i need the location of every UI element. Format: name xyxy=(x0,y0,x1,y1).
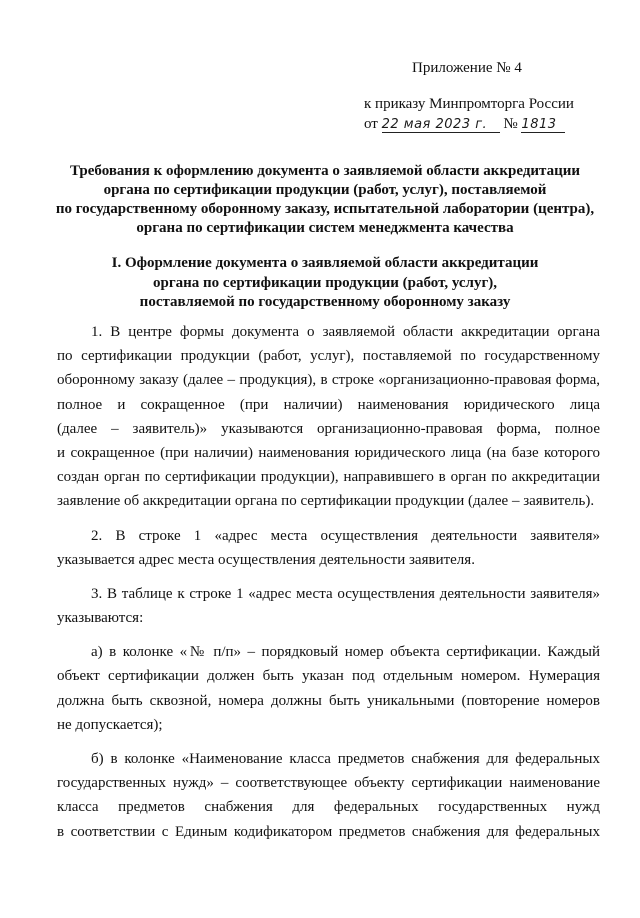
text-line: создан орган по сертификации продукции), направившего в орган по аккредитации xyxy=(57,469,600,486)
number-prefix: № xyxy=(503,116,518,132)
text-line: а) в колонке «№ п/п» – порядковый номер объекта сертификации. Каждый xyxy=(91,644,600,661)
title-line: по государственному оборонному заказу, испытательной лаборатории (центра), xyxy=(55,201,595,217)
text-line: (далее – заявитель)» указываются организационно-правовая форма, полное xyxy=(57,420,600,437)
text-line: 3. В таблице к строке 1 «адрес места осуществления деятельности заявителя» xyxy=(91,585,600,602)
document-title xyxy=(40,162,610,238)
paragraph-3b xyxy=(57,747,600,844)
appendix-label: Приложение № 4 xyxy=(412,60,522,76)
text-line: 2. В строке 1 «адрес места осуществления деятельности заявителя» xyxy=(91,527,600,544)
text-line: полное и сокращенное (при наличии) наименования юридического лица xyxy=(57,396,600,413)
paragraph-3a xyxy=(57,640,600,737)
title-line: органа по сертификации продукции (работ, услуг), поставляемой xyxy=(103,182,547,198)
section-heading-line: I. Оформление документа о заявляемой области аккредитации xyxy=(111,255,539,271)
paragraph-1 xyxy=(57,320,600,514)
text-line: указывается адрес места осуществления деятельности заявителя. xyxy=(57,551,475,568)
text-line: б) в колонке «Наименование класса предметов снабжения для федеральных xyxy=(91,751,600,767)
section-heading-line: органа по сертификации продукции (работ, услуг), xyxy=(152,274,498,291)
date-prefix: от xyxy=(364,116,378,132)
text-line: оборонному заказу (далее – продукция), в строке «организационно-правовая форма, xyxy=(57,372,600,389)
text-line: в соответствии с Единым кодификатором предметов снабжения для федеральных xyxy=(57,823,600,840)
text-line: государственных нужд» – соответствующее объекту сертификации наименование xyxy=(57,775,600,792)
text-line: 1. В центре формы документа о заявляемой области аккредитации органа xyxy=(91,324,600,340)
order-number-field xyxy=(521,117,565,133)
title-line: Требования к оформлению документа о заявляемой области аккредитации xyxy=(69,163,581,179)
handwritten-date: 22 мая 2023 г. xyxy=(381,117,488,132)
paragraph-3 xyxy=(57,582,600,630)
section-heading-line: поставляемой по государственному оборонному заказу xyxy=(139,294,511,310)
title-line: органа по сертификации систем менеджмента качества xyxy=(136,220,514,236)
order-reference: к приказу Минпромторга России xyxy=(364,96,574,112)
section-heading xyxy=(40,254,610,313)
text-line: должна быть сквозной, номера должны быть уникальными (повторение номеров xyxy=(57,692,600,709)
text-line: указываются: xyxy=(57,610,144,627)
handwritten-number: 1813 xyxy=(521,117,557,132)
text-line: объект сертификации должен быть указан под отдельным номером. Нумерация xyxy=(57,668,600,685)
order-date-number-line xyxy=(364,114,565,134)
text-line: и сокращенное (при наличии) наименования юридического лица (на базе которого xyxy=(57,444,600,461)
text-line: заявление об аккредитации органа по сертификации продукции (далее – заявитель). xyxy=(57,493,595,510)
text-line: класса предметов снабжения для федеральных государственных нужд xyxy=(57,799,600,816)
text-line: не допускается); xyxy=(57,716,163,733)
document-body xyxy=(57,320,600,854)
text-line: по сертификации продукции (работ, услуг), поставляемой по государственному xyxy=(57,348,600,365)
order-date-field xyxy=(382,117,500,133)
paragraph-2 xyxy=(57,524,600,572)
